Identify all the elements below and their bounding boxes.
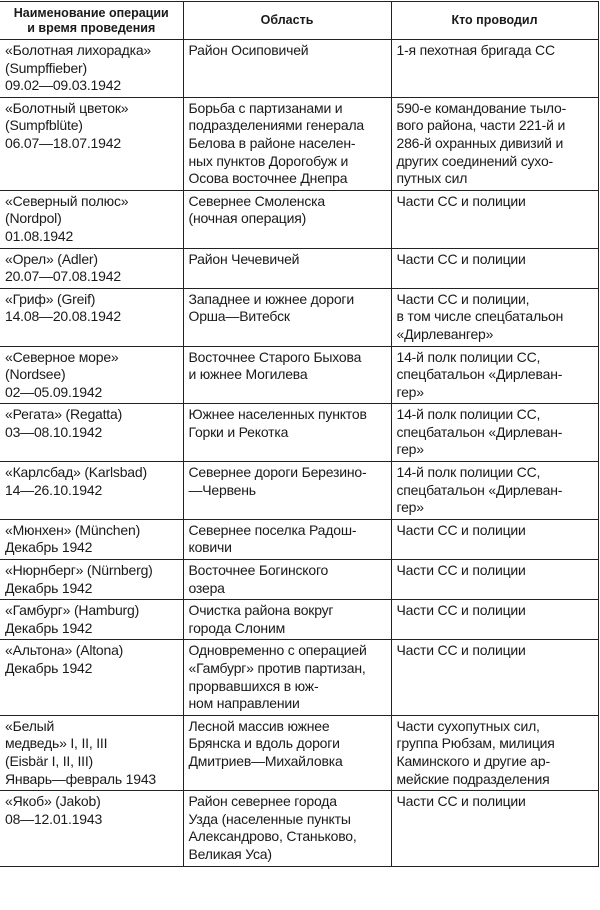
operation-name-line: 09.02—09.03.1942	[5, 77, 121, 94]
operation-name-line: 02—05.09.1942	[5, 383, 103, 400]
area-line: Восточнее Богинского	[188, 562, 329, 579]
area-line: Александрово, Станьково,	[188, 828, 357, 845]
area-line: Горки и Рекотка	[188, 423, 289, 440]
operation-name-line: «Болотный цветок»	[5, 99, 129, 116]
area-line: ном направлении	[188, 695, 300, 712]
operation-name-line: 14.08—20.08.1942	[5, 308, 121, 325]
header-name-line: Наименование операции	[13, 5, 169, 20]
area-cell	[183, 560, 391, 600]
table-row	[0, 462, 598, 520]
executor-line: Части СС и полиции,	[396, 290, 530, 307]
operation-name-line: Декабрь 1942	[5, 619, 93, 636]
executor-cell	[391, 640, 598, 715]
area-cell	[183, 248, 391, 288]
table-row	[0, 600, 598, 640]
area-cell	[183, 640, 391, 715]
table-row	[0, 248, 598, 288]
area-line: (ночная операция)	[188, 210, 307, 227]
executor-line: мейские подразделения	[396, 770, 550, 787]
executor-line: 14-й полк полиции СС,	[396, 464, 541, 481]
area-cell	[183, 519, 391, 559]
operation-name-cell	[0, 97, 183, 190]
operation-name-line: (Nordpol)	[5, 210, 62, 227]
operation-name-line: «Гриф» (Greif)	[5, 290, 96, 307]
area-line: и южнее Могилева	[188, 366, 308, 383]
operation-name-line: 06.07—18.07.1942	[5, 134, 121, 151]
area-line: Восточнее Старого Быхова	[188, 348, 362, 365]
executor-line: гер»	[396, 441, 424, 458]
operation-name-line: 03—08.10.1942	[5, 423, 103, 440]
executor-line: гер»	[396, 383, 424, 400]
operation-name-line: «Северный полюс»	[5, 192, 129, 209]
table-row	[0, 190, 598, 248]
operation-name-line: «Орел» (Adler)	[5, 250, 98, 267]
operation-name-line: «Нюрнберг» (Nürnberg)	[5, 562, 153, 579]
area-line: Лесной массив южнее	[188, 717, 330, 734]
executor-line: Части СС и полиции	[396, 602, 526, 619]
executor-line: группа Рюбзам, милиция	[396, 735, 555, 752]
executor-cell	[391, 190, 598, 248]
operation-name-cell	[0, 640, 183, 715]
area-line: Очистка района вокруг	[188, 602, 334, 619]
executor-line: Части СС и полиции	[396, 521, 526, 538]
executor-line: 1-я пехотная бригада СС	[396, 42, 555, 58]
executor-line: спецбатальон «Дирлеван-	[396, 366, 563, 383]
operation-name-line: «Регата» (Regatta)	[5, 406, 123, 423]
operation-name-line: «Карлсбад» (Karlsbad)	[5, 464, 147, 481]
operation-name-cell	[0, 715, 183, 790]
executor-cell	[391, 462, 598, 520]
area-line: Орша—Витебск	[188, 308, 290, 325]
operation-name-line: (Eisbär I, II, III)	[5, 752, 93, 769]
table-row	[0, 640, 598, 715]
operation-name-line: Январь—февраль 1943	[5, 770, 156, 787]
table-body	[0, 40, 598, 867]
operation-name-line: «Болотная лихорадка»	[5, 42, 152, 58]
table-row	[0, 40, 598, 98]
area-line: Осова восточнее Днепра	[188, 170, 348, 187]
operation-name-line: «Белый	[5, 717, 55, 734]
operation-name-line: 20.07—07.08.1942	[5, 268, 121, 285]
operation-name-cell	[0, 346, 183, 404]
header-operation-name	[0, 2, 183, 40]
operation-name-cell	[0, 791, 183, 866]
executor-line: 14-й полк полиции СС,	[396, 348, 541, 365]
area-line: подразделениями генерала	[188, 117, 364, 134]
area-line: —Червень	[188, 481, 256, 498]
operation-name-cell	[0, 190, 183, 248]
area-line: озера	[188, 579, 225, 596]
executor-cell	[391, 791, 598, 866]
table-row	[0, 560, 598, 600]
operation-name-line: Декабрь 1942	[5, 660, 93, 676]
area-line: ных пунктов Дорогобуж и	[188, 152, 349, 169]
table-header	[0, 2, 598, 40]
operations-table	[0, 1, 599, 867]
area-line: Севернее поселка Радош-	[188, 521, 357, 538]
area-line: прорвавшихся в юж-	[188, 677, 319, 694]
area-line: Западнее и южнее дороги	[188, 290, 354, 307]
operation-name-cell	[0, 519, 183, 559]
area-line: Район севернее города	[188, 793, 337, 810]
executor-cell	[391, 519, 598, 559]
operation-name-cell	[0, 462, 183, 520]
executor-cell	[391, 346, 598, 404]
area-cell	[183, 97, 391, 190]
area-cell	[183, 715, 391, 790]
executor-line: «Дирлевангер»	[396, 325, 494, 342]
operation-name-line: «Якоб» (Jakob)	[5, 793, 101, 810]
table-row	[0, 519, 598, 559]
operation-name-line: «Мюнхен» (München)	[5, 521, 141, 538]
executor-line: Части СС и полиции	[396, 562, 526, 579]
header-area: Область	[183, 2, 391, 40]
header-who: Кто проводил	[391, 2, 598, 40]
operation-name-line: 01.08.1942	[5, 227, 74, 244]
executor-cell	[391, 97, 598, 190]
operation-name-line: Декабрь 1942	[5, 579, 93, 596]
executor-cell	[391, 560, 598, 600]
operation-name-line: «Гамбург» (Hamburg)	[5, 602, 140, 619]
area-line: Южнее населенных пунктов	[188, 406, 367, 423]
area-line: Севернее Смоленска	[188, 192, 325, 209]
operation-name-line: (Sumpffieber)	[5, 59, 87, 76]
executor-line: Части СС и полиции	[396, 192, 526, 209]
operation-name-cell	[0, 404, 183, 462]
area-line: Район Чечевичей	[188, 250, 300, 267]
executor-line: в том числе спецбатальон	[396, 308, 564, 325]
area-line: Белова в районе населен-	[188, 134, 356, 151]
executor-cell	[391, 404, 598, 462]
area-line: ковичи	[188, 539, 232, 556]
executor-line: Части СС и полиции	[396, 642, 526, 659]
executor-line: вого района, части 221-й и	[396, 117, 566, 134]
executor-cell	[391, 248, 598, 288]
operation-name-line: медведь» I, II, III	[5, 735, 108, 752]
operation-name-line: 08—12.01.1943	[5, 810, 103, 827]
executor-line: 286-й охранных дивизий и	[396, 134, 564, 151]
table-row	[0, 715, 598, 790]
table-row	[0, 346, 598, 404]
executor-cell	[391, 288, 598, 346]
executor-line: путных сил	[396, 170, 468, 187]
executor-line: спецбатальон «Дирлеван-	[396, 481, 563, 498]
executor-line: спецбатальон «Дирлеван-	[396, 423, 563, 440]
area-cell	[183, 404, 391, 462]
executor-cell	[391, 40, 598, 98]
operation-name-line: Декабрь 1942	[5, 539, 93, 556]
executor-line: Части СС и полиции	[396, 793, 526, 810]
area-line: Борьба с партизанами и	[188, 99, 343, 116]
area-line: Брянска и вдоль дороги	[188, 735, 340, 752]
executor-line: Части сухопутных сил,	[396, 717, 540, 734]
area-line: Одновременно с операцией	[188, 642, 367, 659]
executor-line: других соединений сухо-	[396, 152, 553, 169]
operation-name-line: «Альтона» (Altona)	[5, 642, 124, 659]
table-row	[0, 288, 598, 346]
area-cell	[183, 600, 391, 640]
executor-cell	[391, 600, 598, 640]
area-cell	[183, 288, 391, 346]
table-row	[0, 97, 598, 190]
executor-line: Каминского и другие ар-	[396, 752, 550, 769]
operation-name-line: (Nordsee)	[5, 366, 66, 383]
area-line: Севернее дороги Березино-	[188, 464, 367, 481]
operation-name-line: (Sumpfblüte)	[5, 117, 83, 134]
operation-name-line: «Северное море»	[5, 348, 119, 365]
area-line: «Гамбург» против партизан,	[188, 660, 366, 676]
operation-name-cell	[0, 560, 183, 600]
area-cell	[183, 791, 391, 866]
table-row	[0, 404, 598, 462]
area-cell	[183, 462, 391, 520]
header-row	[0, 2, 598, 40]
area-line: Район Осиповичей	[188, 42, 309, 58]
executor-line: гер»	[396, 499, 424, 516]
area-cell	[183, 190, 391, 248]
area-line: города Слоним	[188, 619, 285, 636]
operation-name-line: 14—26.10.1942	[5, 481, 103, 498]
executor-line: Части СС и полиции	[396, 250, 526, 267]
executor-line: 590-е командование тыло-	[396, 99, 567, 116]
area-cell	[183, 40, 391, 98]
table-row	[0, 791, 598, 866]
area-line: Узда (населенные пункты	[188, 810, 351, 827]
header-name-line: и время проведения	[27, 20, 156, 35]
operation-name-cell	[0, 40, 183, 98]
operation-name-cell	[0, 600, 183, 640]
area-line: Дмитриев—Михайловка	[188, 752, 343, 769]
operation-name-cell	[0, 288, 183, 346]
executor-cell	[391, 715, 598, 790]
area-line: Великая Уса)	[188, 845, 272, 862]
operation-name-cell	[0, 248, 183, 288]
executor-line: 14-й полк полиции СС,	[396, 406, 541, 423]
area-cell	[183, 346, 391, 404]
